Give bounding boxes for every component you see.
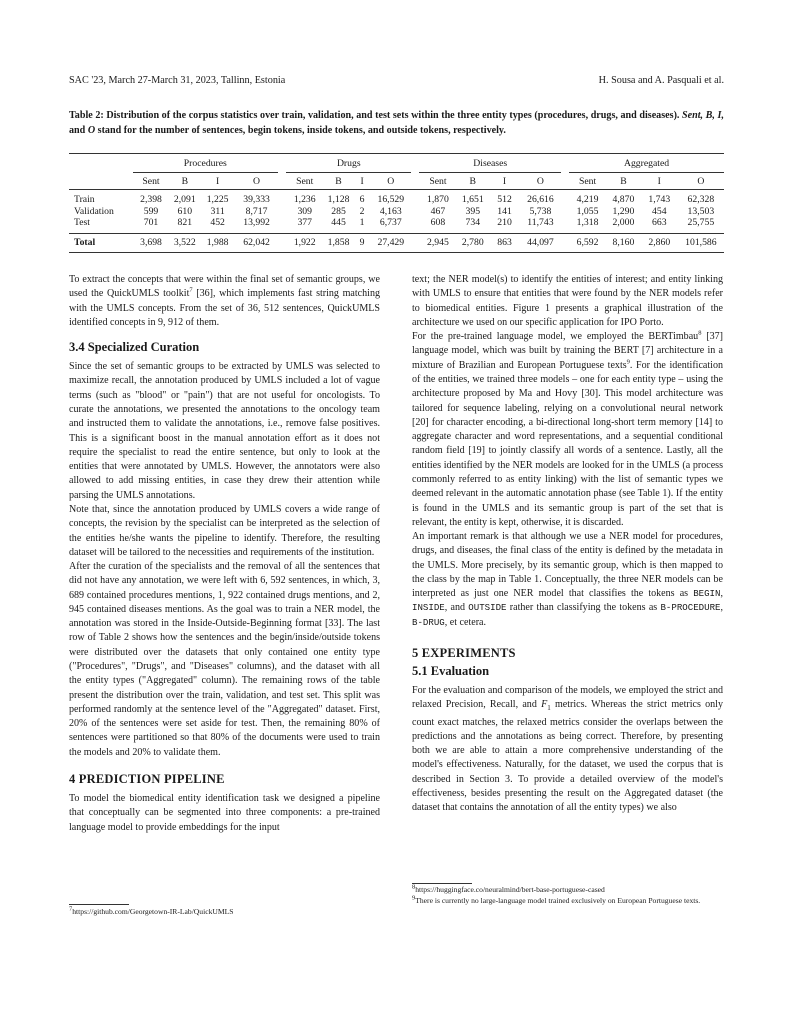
table-cell: 210	[497, 217, 512, 229]
subcol-sent: Sent	[569, 173, 606, 190]
paragraph	[412, 530, 723, 630]
footnote-ref: 7	[189, 286, 193, 294]
table-cell: 44,097	[520, 233, 561, 252]
table-cell: 608	[430, 217, 446, 229]
subcol-o: O	[678, 173, 724, 190]
subcol-o: O	[370, 173, 411, 190]
text: [36], which implements fast string matching with the UMLS concepts. From the set of 36, 512 sentences, QuickUMLS identified concepts in 9, 912 of them.	[69, 288, 380, 328]
group-gap	[278, 190, 286, 206]
subcol-b: B	[169, 173, 200, 190]
text: ,	[720, 602, 723, 614]
code-token: BEGIN	[693, 588, 721, 600]
code-token: OUTSIDE	[468, 602, 507, 614]
table-cell: 395	[465, 205, 481, 217]
table-cell: 863	[489, 233, 520, 252]
table-cell: 5,738	[529, 205, 552, 217]
group-gap	[561, 217, 569, 233]
table-cell: 2,000	[612, 217, 635, 229]
table-cell: 377	[297, 217, 312, 229]
group-gap	[561, 190, 569, 206]
table-row	[69, 206, 724, 218]
subcol-sent: Sent	[133, 173, 170, 190]
table-cell: 467	[430, 205, 446, 217]
group-drugs: Drugs	[286, 154, 411, 173]
table-cell: 285	[331, 205, 346, 217]
table-cell: 734	[465, 217, 481, 229]
subcol-i: I	[489, 173, 520, 190]
section-heading-3-4: 3.4 Specialized Curation	[69, 340, 200, 355]
row-label: Test	[74, 217, 91, 229]
code-token: B-PROCEDURE	[660, 602, 721, 614]
footnote-rule	[412, 883, 472, 884]
subcol-sent: Sent	[419, 173, 456, 190]
table-cell: 2,091	[173, 194, 196, 206]
row-label: Total	[69, 233, 133, 252]
table-cell: 13,503	[687, 205, 715, 217]
subcol-i: I	[641, 173, 678, 190]
paragraph: text; the NER model(s) to identify the entities of interest; and entity linking with UMLS to ensure that entities that were found by the NER models refer to biomedical entities. Figure 1 presents a graphical illustration of the architecture we used on our specific application for IPO Porto.	[412, 274, 723, 328]
section-heading-5-1: 5.1 Evaluation	[412, 664, 490, 679]
table-cell: 1,055	[576, 205, 599, 217]
table-cell: 1,922	[286, 233, 323, 252]
left-column	[69, 273, 380, 835]
table-cell: 8,160	[606, 233, 641, 252]
paragraph: Note that, since the annotation produced by UMLS covers a wide range of concepts, the revision by the specialist can be interpreted as the selection of the entities he/she wants the pipeline to identify. Therefore, the resulting dataset will be tailored to the necessities and requirements of the institution.	[69, 503, 380, 558]
footnote-text: https://github.com/Georgetown-IR-Lab/QuickUMLS	[72, 907, 234, 916]
table-cell: 4,219	[576, 194, 599, 206]
paragraph: To model the biomedical entity identification task we designed a pipeline that conceptually can be segmented into three components: a pre-trained language model to provide embeddings for the input	[69, 793, 380, 833]
subcol-b: B	[456, 173, 489, 190]
code-token: INSIDE	[412, 602, 445, 614]
corpus-stats-table	[69, 153, 724, 253]
subcol-sent: Sent	[286, 173, 323, 190]
footnote-text: https://huggingface.co/neuralmind/bert-base-portuguese-cased	[415, 885, 605, 894]
footnote-7	[69, 907, 380, 917]
text: . For the identification of the entities, we trained three models – one for each entity type – using the architecture proposed by Ma and Hovy [30]. This model architecture was tailored for sequence labeling, relying on a convolutional neural network [20] for character encoding, a bi-directional long-short term memory [14] to aggregate character and word representations, and a sequential conditional random field [19] to jointly classify all words of a sentence. Lastly, all the entities identified by the NER models are looked for in the UMLS (a process commonly referred to as entity linking) with the list of semantic types we deemed relevant in the automatic annotation phase (see Table 1). If the entity is found in the UMLS and its semantic group is part of the set that is relevant, the entity is kept, otherwise, it is discarded.	[412, 359, 724, 528]
table-cell: 454	[652, 205, 667, 217]
text: metrics. Whereas the strict metrics only count exact matches, the relaxed metrics consider the overlaps between the predictions and the annotations as being correct. Therefore, by presenting both we are able to attain a more comprehensive understanding of the model's effectiveness. Naturally, for the dataset, we used the corpus that is described in Section 3. To provide a detailed overview of the model's effectiveness, besides presenting the result on the Aggregated dataset (the dataset that contains the annotation of all the entity types) we also	[412, 699, 723, 814]
footnote-mark: 8	[412, 883, 416, 891]
table-cell: 4,870	[612, 194, 635, 206]
group-gap	[278, 217, 286, 233]
table-cell: 311	[210, 205, 225, 217]
table-cell: 821	[177, 217, 193, 229]
subcol-b: B	[323, 173, 354, 190]
table-cell: 3,522	[169, 233, 200, 252]
table-cell: 512	[497, 194, 512, 206]
group-gap	[411, 217, 419, 233]
table-cell: 2,860	[641, 233, 678, 252]
table-cell: 599	[143, 205, 159, 217]
table-cell: 101,586	[678, 233, 724, 252]
section-heading-5: 5 EXPERIMENTS	[412, 646, 516, 661]
math-sub: 1	[547, 704, 551, 713]
text: For the evaluation and comparison of the models, we employed the strict and relaxed Precision, Recall, and	[412, 685, 723, 711]
table-cell: 2,398	[140, 194, 162, 206]
running-header-right: H. Sousa and A. Pasquali et al.	[598, 75, 724, 86]
footnote-mark: 7	[69, 905, 73, 913]
footnote-text: There is currently no large-language model trained exclusively on European Portuguese texts.	[415, 896, 701, 905]
table-cell: 1,651	[461, 194, 484, 206]
running-header-left: SAC '23, March 27-March 31, 2023, Tallinn, Estonia	[69, 75, 286, 86]
table-cell: 9	[354, 233, 370, 252]
text: An important remark is that although we use a NER model for procedures, drugs, and diseases, the final class of the entity is defined by the metadata in the UMLS. More precisely, by its semantic group, which is then mapped to the class by the map in Table 1. Conceptually, the three NER models can be interpreted as just one NER model that classifies the tokens as	[412, 531, 723, 600]
table-cell: 62,328	[687, 194, 715, 206]
caption-and: and	[69, 124, 86, 136]
table-cell: 26,616	[527, 194, 554, 206]
table-cell: 62,042	[235, 233, 278, 252]
table-cell: 13,992	[243, 217, 270, 229]
table-cell: 8,717	[245, 205, 268, 217]
table-cell: 2	[359, 205, 365, 217]
footnote-mark: 9	[412, 894, 416, 902]
text: To extract the concepts that were within the final set of semantic groups, we used the QuickUMLS toolkit	[69, 274, 380, 300]
text: For the pre-trained language model, we employed the BERTimbau	[412, 331, 699, 343]
group-gap	[278, 233, 286, 252]
row-label: Validation	[74, 205, 114, 217]
table-cell: 1,128	[327, 194, 350, 206]
caption-lead: Table 2: Distribution of the corpus statistics over train, validation, and test sets within the three entity types (procedures, drugs, and diseases).	[69, 110, 680, 121]
footnote-ref: 8	[698, 329, 702, 337]
group-diseases: Diseases	[419, 154, 560, 173]
group-gap	[411, 206, 419, 218]
table-cell: 6,592	[569, 233, 606, 252]
table-caption	[69, 109, 724, 138]
group-procedures: Procedures	[133, 154, 279, 173]
table-cell: 16,529	[377, 194, 405, 206]
footnote-rule	[69, 904, 129, 905]
subcol-o: O	[520, 173, 561, 190]
table-cell: 445	[331, 217, 346, 229]
paragraph: After the curation of the specialists and the removal of all the sentences that did not have any annotation, we were left with 6, 592 sentences, in which, 3, 689 contained procedures mentions, 1, 922 contained drugs mentions, and 2, 945 contained diseases mentions. As the goal was to train a NER model, the annotation was stored in the Inside-Outside-Beginning format [33]. The last row of Table 2 shows how the sentences and the begin/inside/outside tokens were distributed over the datasets that only contained one entity type ("Procedures", "Drugs", and "Diseases" columns), and the dataset with all the entity types ("Aggregated" column). The remaining rows of the table present the distribution over the train, validation, and test set. This split was performed randomly at the sentence level of the "Aggregated" dataset. First, 20% of the sentences were set aside for test. Then, the remaining 80% of sentences were partitioned so that 80% of the documents were used to train the models and 20% to validate them.	[69, 561, 380, 758]
paragraph: Since the set of semantic groups to be extracted by UMLS was selected to maximize recall, the annotation produced by UMLS included a lot of vague terms (such as "blood" or "pain") that are not useful for oncologists. To curate the annotations, we presented the annotations to the oncology team and instructed them to validate the annotations, i.e., remove false positives. This is a significant boost in the manual annotation effort as it does not require the specialist to read the entire sentence, but only to look at the entities that were annotated by UMLS. However, the annotators were also allowed to add missing entities, in case they drew their attention while parsing the UMLS annotations.	[69, 361, 380, 501]
group-gap	[561, 206, 569, 218]
table-cell: 39,333	[243, 194, 270, 206]
table-cell: 1,870	[427, 194, 449, 206]
table-cell: 452	[210, 217, 225, 229]
table-cell: 2,780	[456, 233, 489, 252]
paragraph	[412, 330, 723, 530]
table-group-header	[69, 154, 724, 173]
table-row	[69, 190, 724, 206]
table-row	[69, 217, 724, 233]
table-cell: 663	[652, 217, 667, 229]
table-cell: 1,290	[612, 205, 635, 217]
paragraph	[69, 273, 380, 330]
footnote-9	[412, 896, 723, 906]
row-label: Train	[74, 194, 95, 206]
subcol-i: I	[200, 173, 235, 190]
table-cell: 1,988	[200, 233, 235, 252]
table-cell: 4,163	[379, 205, 402, 217]
footnote-ref: 9	[626, 358, 630, 366]
caption-italic: Sent, B, I,	[682, 110, 724, 121]
table-cell: 25,755	[687, 217, 715, 229]
table-cell: 610	[177, 205, 193, 217]
table-cell: 1,236	[293, 194, 316, 206]
math-f: F	[541, 699, 548, 711]
section-heading-4: 4 PREDICTION PIPELINE	[69, 772, 225, 786]
table-cell: 1,743	[648, 194, 671, 206]
subcol-o: O	[235, 173, 278, 190]
subcol-b: B	[606, 173, 641, 190]
table-cell: 3,698	[133, 233, 170, 252]
table-cell: 6,737	[379, 217, 402, 229]
table-cell: 2,945	[419, 233, 456, 252]
caption-italic-o: O	[87, 124, 96, 136]
group-gap	[561, 233, 569, 252]
table-cell: 1,858	[323, 233, 354, 252]
footnote-8	[412, 885, 723, 895]
text: , et cetera.	[444, 616, 487, 628]
text: ,	[720, 588, 723, 600]
table-cell: 27,429	[370, 233, 411, 252]
text: , and	[444, 602, 469, 614]
paragraph	[412, 684, 723, 816]
table-cell: 701	[143, 217, 159, 229]
table-cell: 309	[297, 205, 312, 217]
table-cell: 11,743	[527, 217, 554, 229]
group-gap	[411, 233, 419, 252]
group-gap	[278, 206, 286, 218]
text: rather than classifying the tokens as	[506, 602, 661, 614]
right-column	[412, 273, 723, 816]
caption-tail: stand for the number of sentences, begin tokens, inside tokens, and outside tokens, respectively.	[97, 124, 506, 136]
subcol-i: I	[354, 173, 370, 190]
code-token: B-DRUG	[412, 616, 445, 628]
table-row	[69, 233, 724, 252]
text: [37] language model, which was built by training the BERT [7] architecture in a mixture of Brazilian and European Portuguese texts	[412, 331, 724, 371]
table-cell: 1,225	[206, 194, 229, 206]
table-cell: 1,318	[576, 217, 599, 229]
group-aggregated: Aggregated	[569, 154, 724, 173]
table-sub-header	[69, 173, 724, 190]
table-cell: 1	[359, 217, 365, 229]
table-cell: 6	[359, 194, 365, 206]
group-gap	[411, 190, 419, 206]
table-cell: 141	[497, 205, 512, 217]
